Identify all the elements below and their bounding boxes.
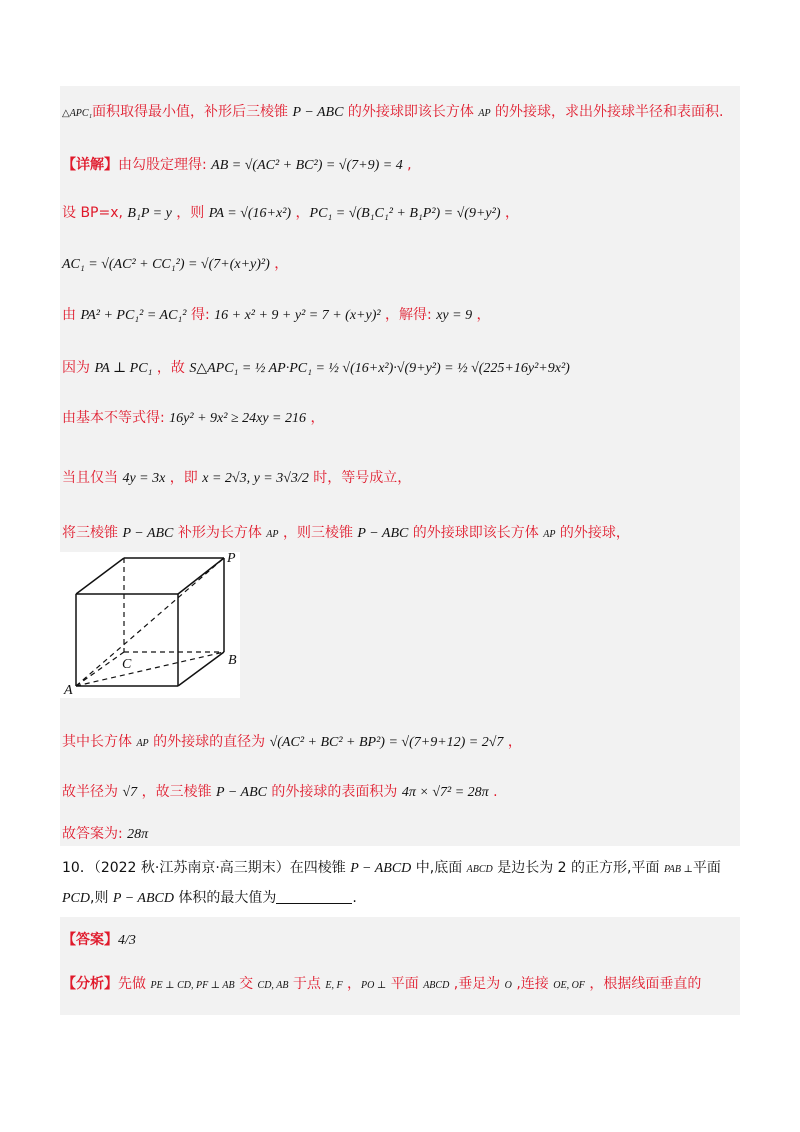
math-expression: ₁ <box>88 108 93 119</box>
text-run: 的外接球即该长方体 <box>408 525 544 541</box>
math-expression: 4/3 <box>118 933 136 948</box>
math-expression: AC₁ = √(AC² + CC₁²) = √(7+(x+y)²) <box>62 257 270 272</box>
vertex-label-b: B <box>228 653 237 668</box>
text-run: 的外接球即该长方体 <box>343 104 479 120</box>
text-line <box>62 468 411 489</box>
cuboid-figure <box>60 552 240 698</box>
text-run: 体积的最大值为 <box>173 890 277 906</box>
text-run: ， <box>503 734 522 750</box>
text-run: 故半径为 <box>62 784 123 800</box>
cuboid-diagram <box>60 552 240 698</box>
math-expression: AB = √(AC² + BC²) = √(7+9) = 4 <box>211 158 403 173</box>
text-run: 其中长方体 <box>62 734 137 750</box>
vertex-label-c: C <box>122 657 132 672</box>
math-expression: P − ABC <box>357 526 409 541</box>
math-expression: 16y² + 9x² ≥ 24xy = 216 <box>169 411 306 426</box>
section-tag: 【详解】 <box>62 157 118 173</box>
math-expression: S△APC₁ = ½ AP·PC₁ = ½ √(16+x²)·√(9+y²) = ½ √(225+16y²+9x²) <box>189 361 570 376</box>
vertex-label-p: P <box>227 552 236 566</box>
math-expression: AP <box>543 529 556 540</box>
text-run: 设 BP=x, <box>62 205 128 221</box>
math-expression: √(AC² + BC² + BP²) = √(7+9+12) = 2√7 <box>269 735 504 750</box>
math-expression: PA = √(16+x²) <box>208 206 292 221</box>
text-run: . <box>488 784 498 800</box>
text-run: 由基本不等式得: <box>62 410 170 426</box>
text-run: 将三棱锥 <box>62 525 123 541</box>
text-run: 先做 <box>118 976 151 992</box>
math-expression: PC₁ = √(B₁C₁² + B₁P²) = √(9+y²) <box>309 206 501 221</box>
section-tag: 【答案】 <box>62 932 118 948</box>
text-line <box>62 858 721 880</box>
text-run: ，则 <box>171 205 209 221</box>
math-expression: PAB ⊥ <box>663 864 693 875</box>
text-run: ， <box>472 307 491 323</box>
text-run: ， <box>269 256 289 272</box>
math-expression: P − ABCD <box>350 861 412 876</box>
text-run: 平面 <box>386 976 424 992</box>
math-expression: x = 2√3, y = 3√3/2 <box>202 471 309 486</box>
text-run: ， <box>342 976 362 992</box>
text-run: 因为 <box>62 360 95 376</box>
math-expression: △APC <box>62 108 89 119</box>
text-line <box>62 408 324 429</box>
text-line <box>62 254 288 275</box>
text-run: 10．（2022 秋·江苏南京·高三期末）在四棱锥 <box>62 860 351 876</box>
text-run: 是边长为 2 的正方形,平面 <box>492 860 664 876</box>
text-run: 时，等号成立， <box>308 470 412 486</box>
math-expression: 16 + x² + 9 + y² = 7 + (x+y)² <box>214 308 381 323</box>
math-expression: P − ABC <box>122 526 174 541</box>
text-run: 得: <box>186 307 215 323</box>
math-expression: 4y = 3x <box>122 471 166 486</box>
answer-blank <box>276 889 352 904</box>
text-run: 的外接球的表面积为 <box>266 784 402 800</box>
text-line <box>62 732 522 754</box>
text-run: ，故三棱锥 <box>137 784 217 800</box>
math-expression: √7 <box>122 785 138 800</box>
math-expression: PO ⊥ <box>361 980 387 991</box>
text-line <box>62 102 723 124</box>
text-line <box>62 888 357 909</box>
math-expression: PE ⊥ CD, PF ⊥ AB <box>150 980 235 991</box>
math-expression: ABCD <box>423 980 450 991</box>
math-expression: 28π <box>127 827 149 842</box>
math-expression: PA ⊥ PC₁ <box>94 361 153 376</box>
text-run: 交 <box>234 976 258 992</box>
math-expression: ABCD <box>466 864 493 875</box>
text-run: 由 <box>62 307 81 323</box>
text-run: 面积取得最小值，补形后三棱锥 <box>92 104 293 120</box>
text-line <box>62 824 148 845</box>
math-expression: PCD <box>62 891 90 906</box>
text-run: 的外接球， <box>555 525 630 541</box>
text-run: , <box>402 157 412 173</box>
text-run: 由勾股定理得: <box>118 157 212 173</box>
text-line <box>62 358 570 379</box>
text-line <box>62 974 701 996</box>
text-run: 的外接球的直径为 <box>148 734 270 750</box>
text-run: 的外接球，求出外接球半径和表面积. <box>490 104 724 120</box>
text-run: ，解得: <box>380 307 437 323</box>
solution-panel-bottom <box>60 917 740 1015</box>
math-expression: P − ABC <box>292 105 344 120</box>
text-run: ， <box>291 205 310 221</box>
text-run: ，故 <box>152 360 190 376</box>
text-run: ,则 <box>90 890 113 906</box>
math-expression: PA² + PC₁² = AC₁² <box>80 308 187 323</box>
text-run: ， <box>306 410 325 426</box>
math-expression: CD, AB <box>257 980 289 991</box>
math-expression: AP <box>266 529 279 540</box>
math-expression: O <box>504 980 512 991</box>
text-run: ,垂足为 <box>449 976 505 992</box>
math-expression: AP <box>478 108 491 119</box>
math-expression: AP <box>136 738 149 749</box>
vertex-label-a: A <box>64 683 73 698</box>
text-line <box>62 930 136 951</box>
math-expression: E, F <box>325 980 343 991</box>
text-run: 中,底面 <box>411 860 467 876</box>
math-expression: P − ABC <box>216 785 267 800</box>
text-run: 当且仅当 <box>62 470 123 486</box>
math-expression: 4π × √7² = 28π <box>401 785 489 800</box>
section-tag: 【分析】 <box>62 976 118 992</box>
text-run: ，即 <box>165 470 203 486</box>
text-run: ,连接 <box>511 976 554 992</box>
math-expression: xy = 9 <box>436 308 473 323</box>
text-run: ，根据线面垂直的 <box>584 976 702 992</box>
text-run: 故答案为: <box>62 826 128 842</box>
text-line <box>62 523 630 545</box>
text-run: ， <box>500 205 519 221</box>
text-run: . <box>352 890 357 906</box>
text-run: 于点 <box>288 976 326 992</box>
text-run: 平面 <box>692 860 721 876</box>
text-run: 补形为长方体 <box>173 525 267 541</box>
text-line <box>62 203 519 224</box>
math-expression: B₁P = y <box>127 206 172 221</box>
text-line <box>62 305 491 326</box>
text-line <box>62 155 412 176</box>
text-line <box>62 782 498 803</box>
math-expression: OE, OF <box>553 980 585 991</box>
text-run: ，则三棱锥 <box>278 525 358 541</box>
math-expression: P − ABCD <box>112 891 174 906</box>
